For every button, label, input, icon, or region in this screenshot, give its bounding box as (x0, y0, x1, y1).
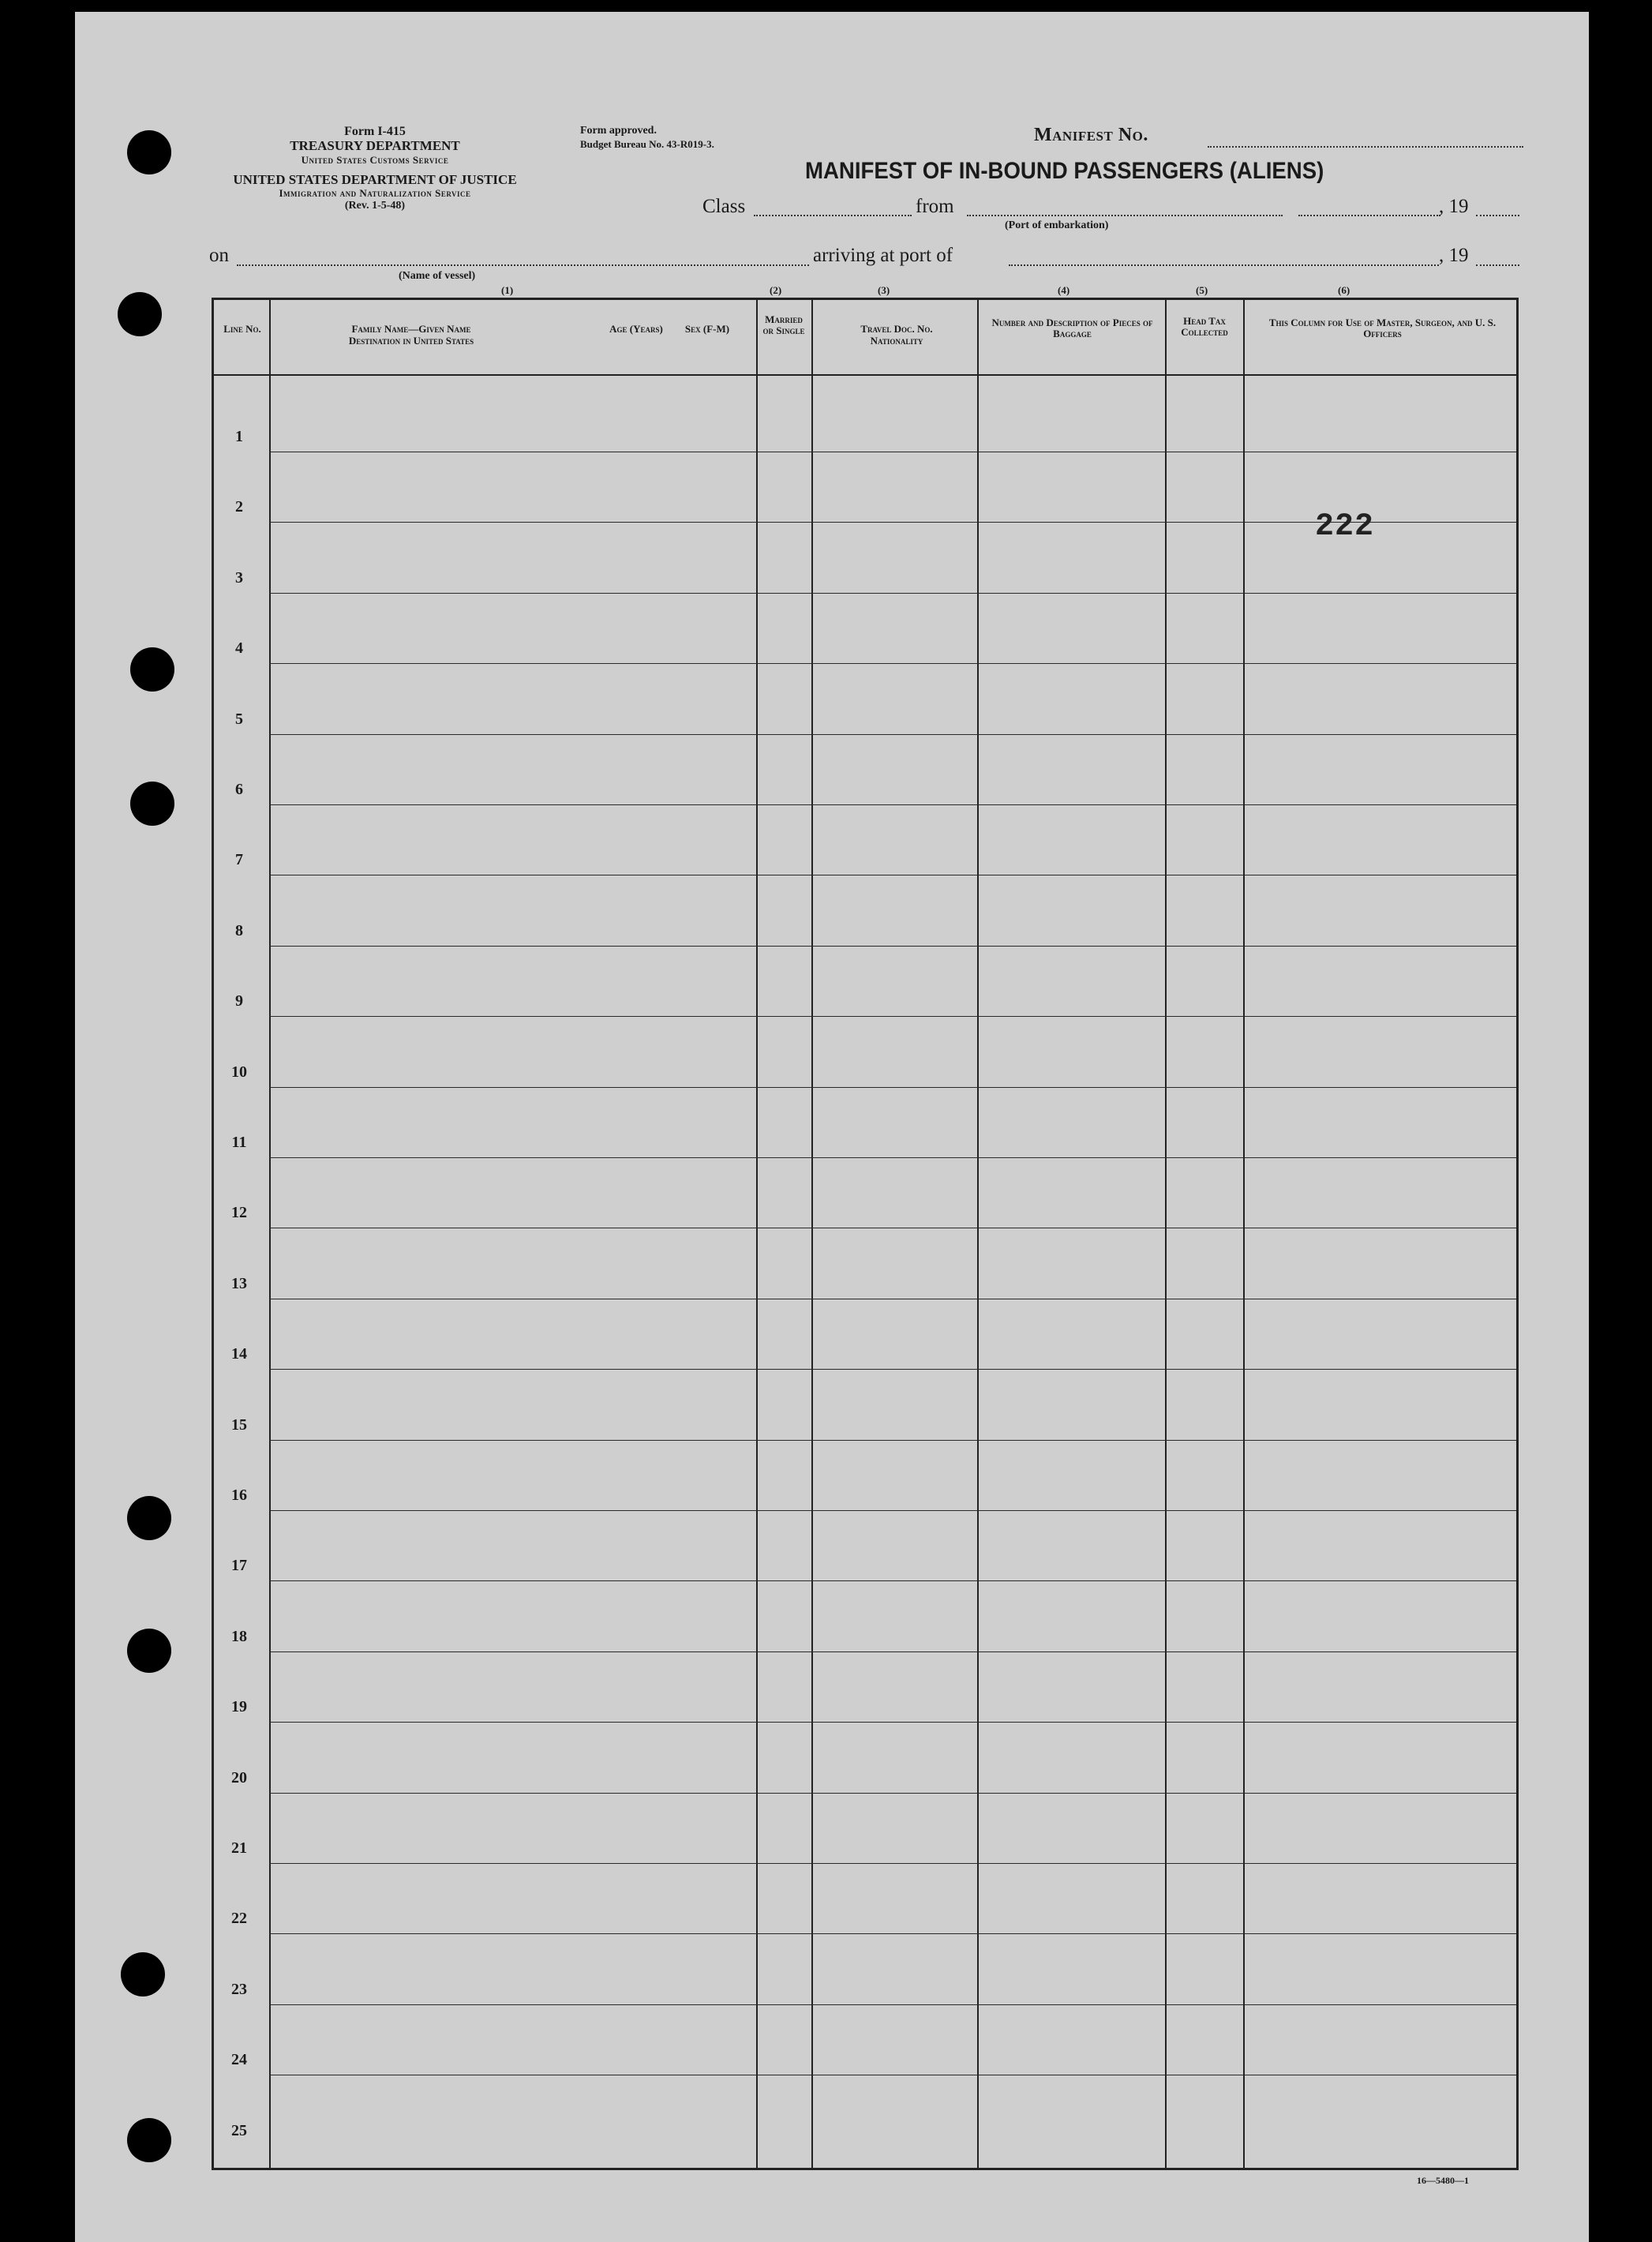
form-title: MANIFEST OF IN-BOUND PASSENGERS (ALIENS) (805, 158, 1324, 184)
row-number: 25 (231, 2121, 247, 2139)
row-rule (269, 946, 1516, 947)
punch-hole (127, 130, 171, 174)
row-number: 22 (231, 1910, 247, 1928)
header-destination: Destination in United States (348, 335, 474, 347)
punch-hole (127, 2118, 171, 2162)
punch-hole (118, 292, 162, 336)
row-number: 7 (235, 851, 243, 869)
row-rule (269, 1793, 1516, 1794)
vessel-field (237, 264, 809, 266)
port-embarkation-field (967, 215, 1283, 216)
row-number: 16 (231, 1487, 247, 1504)
header-married: Married or Single (762, 313, 805, 336)
port-embarkation-caption: (Port of embarkation) (1005, 219, 1109, 231)
year-suffix-1: , 19 (1439, 196, 1469, 217)
on-label: on (209, 245, 229, 266)
row-rule (269, 1157, 1516, 1158)
arrival-port-field (1009, 264, 1439, 266)
passenger-table (212, 298, 1519, 2170)
header-sex: Sex (F-M) (684, 323, 730, 335)
header-travel-doc: Travel Doc. No. (860, 323, 933, 335)
column-divider (977, 300, 979, 2168)
punch-hole (130, 782, 174, 826)
punch-hole (121, 1952, 165, 1996)
row-number: 13 (231, 1274, 247, 1292)
row-rule (269, 1863, 1516, 1864)
class-label: Class (702, 196, 746, 217)
col-number-3: (3) (878, 284, 890, 296)
row-number: 18 (231, 1627, 247, 1645)
row-rule (269, 1016, 1516, 1017)
row-rule (269, 1440, 1516, 1441)
form-approved: Form approved. (580, 125, 657, 137)
row-rule (269, 1369, 1516, 1370)
footer-code: 16—5480—1 (1417, 2175, 1469, 2186)
row-rule (269, 593, 1516, 594)
col-number-1: (1) (501, 284, 514, 296)
arriving-label: arriving at port of (813, 245, 953, 266)
header-name: Family Name—Given Name (351, 323, 471, 335)
manifest-page (75, 12, 1589, 2242)
year-field-1 (1476, 215, 1519, 216)
manifest-no-label: Manifest No. (1034, 125, 1148, 145)
row-number: 2 (235, 498, 243, 516)
row-number: 11 (231, 1134, 247, 1151)
row-rule (269, 1087, 1516, 1088)
header-head-tax: Head Tax Collected (1181, 315, 1228, 338)
row-number: 9 (235, 992, 243, 1010)
col-number-2: (2) (770, 284, 782, 296)
header-nationality: Nationality (870, 335, 923, 347)
row-rule (269, 1510, 1516, 1511)
row-number: 17 (231, 1557, 247, 1575)
header-line-no: Line No. (223, 323, 261, 335)
row-number: 3 (235, 568, 243, 587)
row-number: 15 (231, 1415, 247, 1434)
column-divider (1243, 300, 1245, 2168)
header-officers: This Column for Use of Master, Surgeon, and U. S. Officers (1268, 317, 1497, 339)
row-number: 1 (235, 428, 243, 445)
row-number: 10 (231, 1063, 247, 1081)
row-rule (269, 1722, 1516, 1723)
row-number: 21 (231, 1839, 247, 1857)
justice-dept: UNITED STATES DEPARTMENT OF JUSTICE (233, 172, 517, 187)
stamp-number: 222 (1315, 509, 1375, 545)
row-number: 24 (231, 2051, 247, 2069)
header-rule (214, 374, 1516, 376)
header-age: Age (Years) (609, 323, 663, 335)
col-number-6: (6) (1338, 284, 1350, 296)
year-field-2 (1476, 264, 1519, 266)
customs-service: United States Customs Service (301, 154, 449, 166)
row-number: 5 (235, 710, 243, 728)
column-divider (269, 300, 271, 2168)
date-field-1 (1298, 215, 1440, 216)
manifest-no-field (1208, 146, 1523, 148)
punch-hole (130, 647, 174, 692)
col-number-5: (5) (1196, 284, 1208, 296)
row-rule (269, 1580, 1516, 1581)
ins-service: Immigration and Naturalization Service (279, 187, 471, 199)
vessel-caption: (Name of vessel) (399, 270, 476, 282)
column-divider (756, 300, 758, 2168)
row-number: 6 (235, 781, 243, 798)
row-rule (269, 1933, 1516, 1934)
column-divider (1165, 300, 1167, 2168)
row-rule (269, 2004, 1516, 2005)
col-number-4: (4) (1058, 284, 1070, 296)
row-rule (269, 734, 1516, 735)
revision-date: (Rev. 1-5-48) (344, 200, 406, 212)
punch-hole (127, 1629, 171, 1673)
row-number: 20 (231, 1768, 247, 1786)
column-divider (811, 300, 813, 2168)
budget-bureau: Budget Bureau No. 43-R019-3. (580, 138, 714, 150)
punch-hole (127, 1496, 171, 1540)
dept-name: TREASURY DEPARTMENT (290, 138, 460, 153)
row-rule (269, 663, 1516, 664)
row-number: 8 (235, 921, 243, 939)
row-number: 14 (231, 1345, 247, 1363)
from-label: from (916, 196, 954, 217)
row-rule (269, 804, 1516, 805)
class-field (754, 215, 912, 216)
row-number: 19 (231, 1698, 247, 1716)
form-number: Form I-415 (344, 125, 406, 138)
row-number: 4 (235, 639, 243, 658)
year-suffix-2: , 19 (1439, 245, 1469, 266)
header-baggage: Number and Description of Pieces of Baggage (991, 317, 1153, 339)
row-number: 12 (231, 1204, 247, 1222)
row-number: 23 (231, 1980, 247, 1998)
